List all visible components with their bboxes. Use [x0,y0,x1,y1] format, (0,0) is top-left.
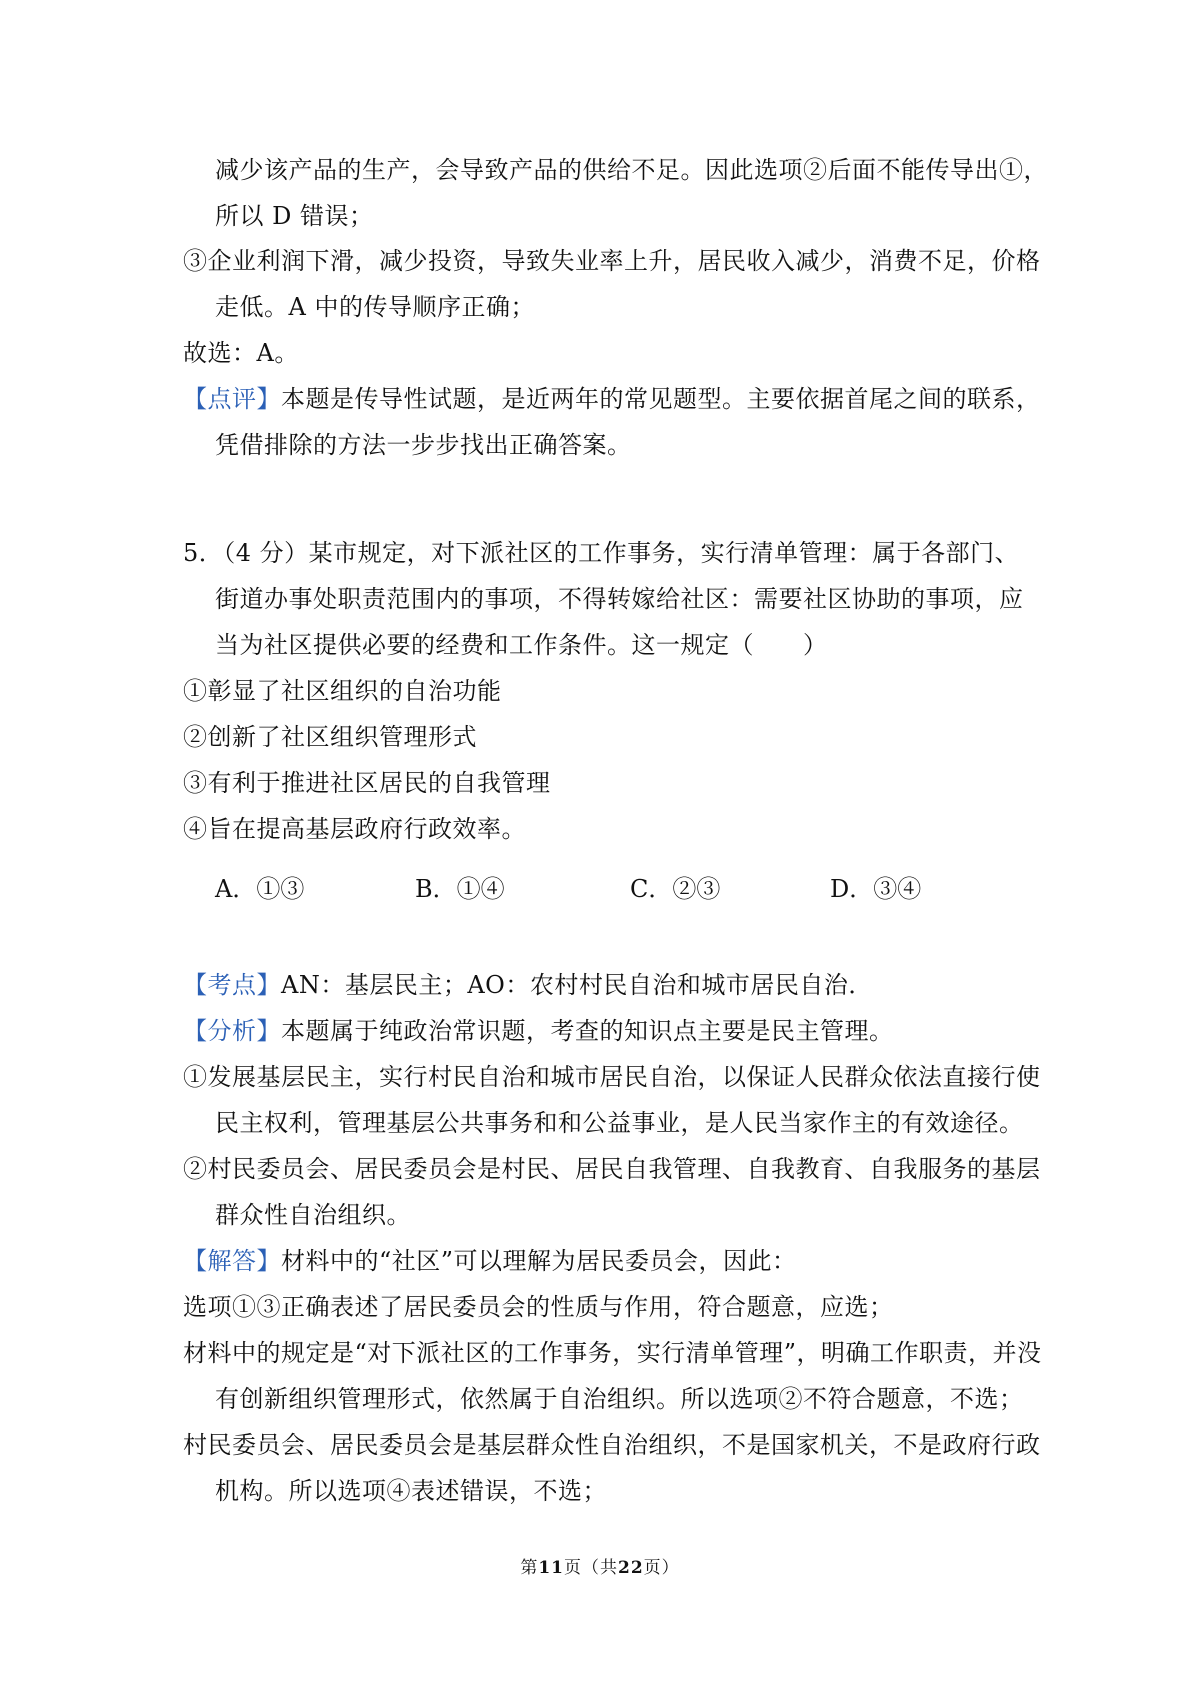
q5-statement-4: ④旨在提高基层政府行政效率。 [183,815,526,843]
jieda-line-5: 村民委员会、居民委员会是基层群众性自治组织，不是国家机关，不是政府行政 [183,1431,1041,1459]
option-b: B．①④ [415,875,505,903]
q5-kaodian [183,969,1043,1001]
jieda-line-2: 选项①③正确表述了居民委员会的性质与作用，符合题意，应选； [183,1293,894,1321]
q5-stem-line-1: 5．（4 分）某市规定，对下派社区的工作事务，实行清单管理：属于各部门、 [183,539,1020,567]
jieda-line-6: 机构。所以选项④表述错误，不选； [215,1477,607,1505]
page-footer [0,1556,1200,1580]
fenxi-point-1-line-1: ①发展基层民主，实行村民自治和城市居民自治，以保证人民群众依法直接行使 [183,1063,1041,1091]
q5-statement-1: ①彰显了社区组织的自治功能 [183,677,502,705]
q5-options [215,873,1015,905]
option-d: D．③④ [830,875,922,903]
comment-text: 本题是传导性试题，是近两年的常见题型。主要依据首尾之间的联系， [281,385,1041,413]
q4-line-2: 所以 D 错误； [215,202,374,230]
q4-answer: 故选：A。 [183,339,299,367]
q4-comment [183,383,1043,415]
q5-fenxi [183,1015,1043,1047]
jieda-line-4: 有创新组织管理形式，依然属于自治组织。所以选项②不符合题意，不选； [215,1385,1024,1413]
q4-comment-line-2: 凭借排除的方法一步步找出正确答案。 [215,431,632,459]
fenxi-text: 本题属于纯政治常识题，考查的知识点主要是民主管理。 [281,1017,894,1045]
footer-page-number: 11 [538,1558,564,1578]
fenxi-point-2-line-2: 群众性自治组织。 [215,1201,411,1229]
option-a: A．①③ [215,875,305,903]
footer-suffix: 页） [643,1558,680,1578]
q5-stem-line-2: 街道办事处职责范围内的事项，不得转嫁给社区：需要社区协助的事项，应 [215,585,1024,613]
q4-line-3: ③企业利润下滑，减少投资，导致失业率上升，居民收入减少，消费不足，价格 [183,247,1041,275]
fenxi-point-2-line-1: ②村民委员会、居民委员会是村民、居民自我管理、自我教育、自我服务的基层 [183,1155,1041,1183]
footer-prefix: 第 [520,1558,539,1578]
jieda-line-3: 材料中的规定是“对下派社区的工作事务，实行清单管理”，明确工作职责，并没 [183,1339,1042,1367]
option-c: C．②③ [630,875,721,903]
q4-line-4: 走低。A 中的传导顺序正确； [215,293,535,321]
q5-jieda [183,1245,1043,1277]
kaodian-text: AN：基层民主；AO：农村村民自治和城市居民自治． [281,971,873,999]
fenxi-point-1-line-2: 民主权利，管理基层公共事务和和公益事业，是人民当家作主的有效途径。 [215,1109,1024,1137]
kaodian-tag: 【考点】 [183,971,281,999]
jieda-text: 材料中的“社区”可以理解为居民委员会，因此： [281,1247,797,1275]
q5-stem-line-3: 当为社区提供必要的经费和工作条件。这一规定（ ） [215,631,828,659]
q4-line-1: 减少该产品的生产，会导致产品的供给不足。因此选项②后面不能传导出①， [215,156,1048,184]
footer-middle: 页（共 [564,1558,618,1578]
jieda-tag: 【解答】 [183,1247,281,1275]
fenxi-tag: 【分析】 [183,1017,281,1045]
q5-statement-2: ②创新了社区组织管理形式 [183,723,477,751]
footer-total-pages: 22 [618,1558,644,1578]
q5-statement-3: ③有利于推进社区居民的自我管理 [183,769,551,797]
comment-tag: 【点评】 [183,385,281,413]
